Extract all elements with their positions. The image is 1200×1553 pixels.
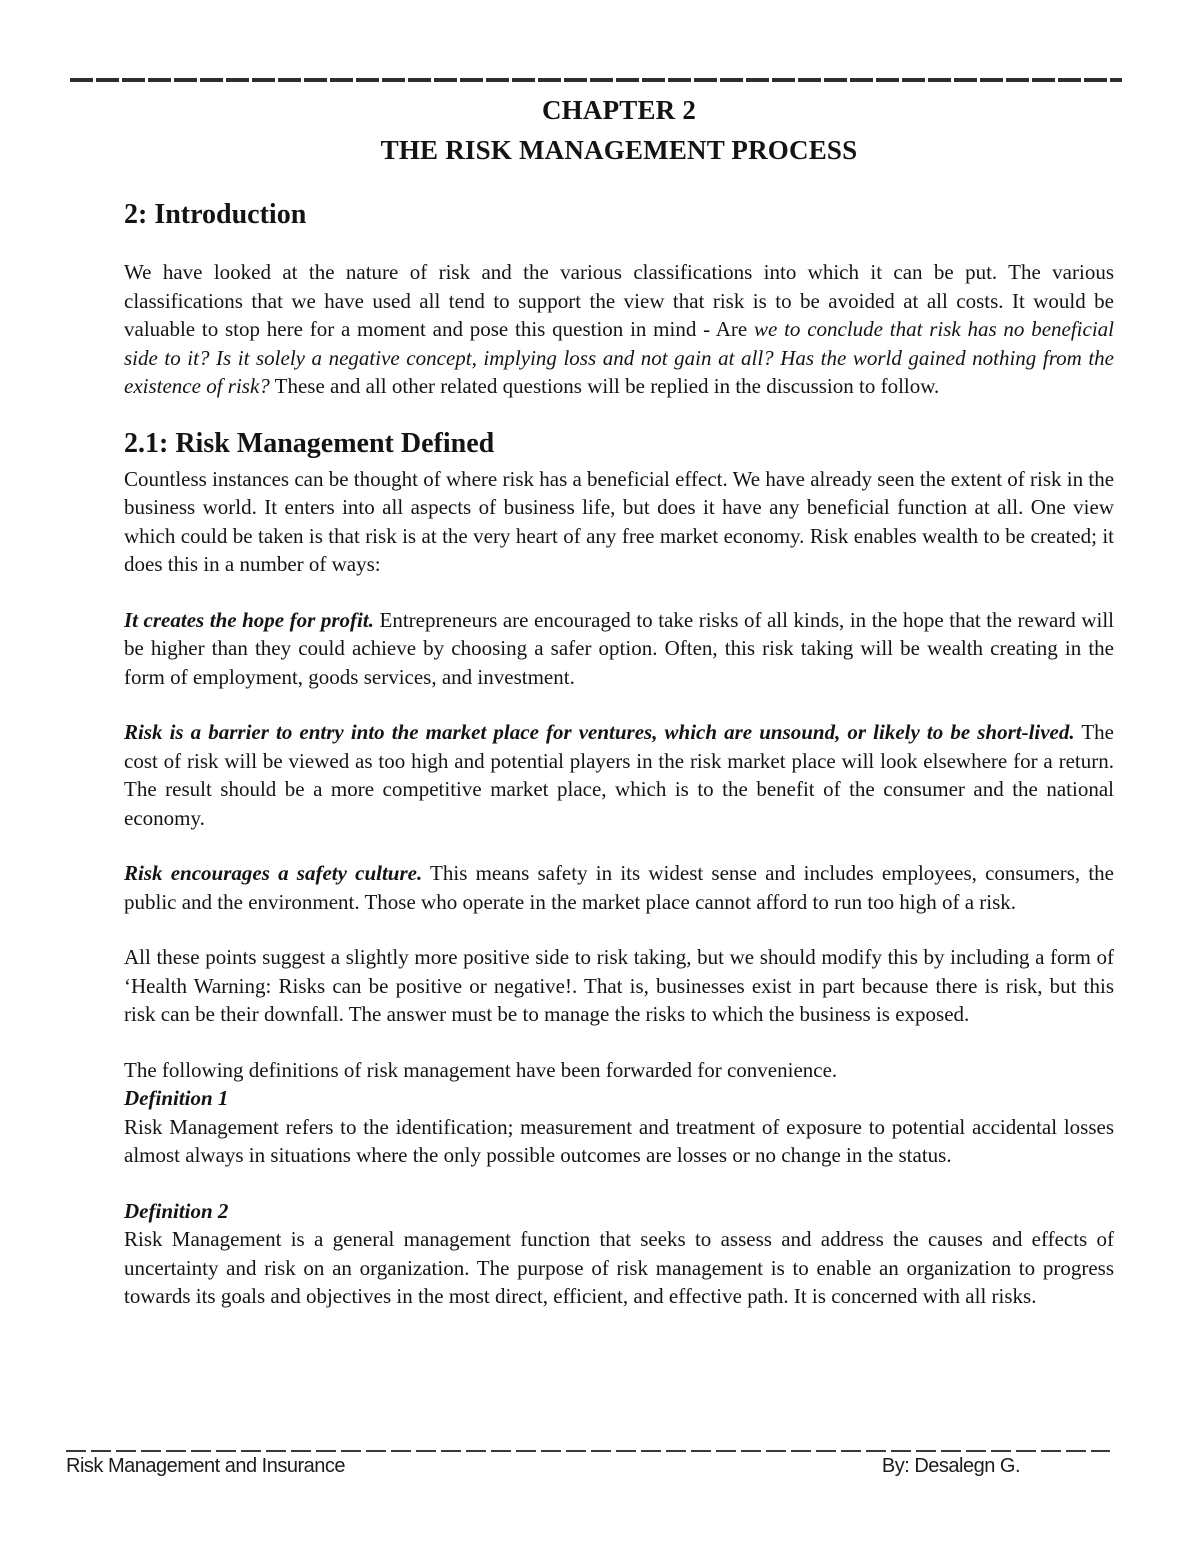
page-content [124,90,1114,1311]
definitions-intro-line: The following definitions of risk management have been forwarded for convenience. [124,1057,838,1082]
definition-1-text: Risk Management refers to the identification; measurement and treatment of exposure to potential accidental losses almost always in situations where the only possible outcomes are losses or no change in the status. [124,1114,1114,1167]
chapter-title [124,90,1114,170]
intro-paragraph-post: These and all other related questions will be replied in the discussion to follow. [269,374,940,398]
point-body-profit: Entrepreneurs are encouraged to take risks of all kinds, in the hope that the reward will be higher than they could achieve by choosing a safer option. Often, this risk taking will be wealth creating in the form of employment, goods services, and investment. [124,607,1115,689]
summary-paragraph: All these points suggest a slightly more positive side to risk taking, but we should modify this by including a form of ‘Health Warning: Risks can be positive or negative!. That is, businesses exist in part because there is risk, but this risk can be their downfall. The answer must be to manage the risks to which the business is exposed. [124,945,1114,1026]
intro-paragraph-pre: We have looked at the nature of risk and the various classifications into which it can be put. The various classifications that we have used all tend to support the view that risk is to be avoided at all costs. It would be valuable to stop here for a moment and pose this question in mind - Are [124,260,1114,341]
chapter-name: THE RISK MANAGEMENT PROCESS [380,135,858,165]
footer-course-title: Risk Management and Insurance [66,1455,345,1477]
point-body-barrier: The cost of risk will be viewed as too high and potential players in the risk market place will look elsewhere for a return. The result should be a more competitive market place, which is to the benefit of the consumer and the national economy. [124,720,1114,830]
top-dashed-rule [70,78,1122,82]
definition-1-label: Definition 1 [124,1086,229,1110]
point-paragraph-profit [124,606,1114,692]
point-paragraph-barrier [124,718,1114,832]
defined-intro-paragraph: Countless instances can be thought of where risk has a beneficial effect. We have already seen the extent of risk in the business world. It enters into all aspects of business life, but does it have any beneficial function at all. One view which could be taken is that risk is at the very heart of any free market economy. Risk enables wealth to be created; it does this in a number of ways: [124,466,1115,576]
intro-paragraph [124,258,1114,401]
chapter-number: CHAPTER 2 [541,95,697,125]
footer-dashed-rule [66,1450,1110,1452]
intro-paragraph-italic: we to conclude that risk has no beneficial side to it? Is it solely a negative concept, implying loss and not gain at all? Has the world gained nothing from the existence of risk? [124,317,1114,398]
point-paragraph-safety [124,859,1114,916]
footer-row [66,1455,1110,1478]
heading-introduction: 2: Introduction [124,199,307,230]
point-lead-barrier: Risk is a barrier to entry into the market place for ventures, which are unsound, or likely to be short-lived. [124,720,1075,744]
definition-2-label: Definition 2 [124,1198,229,1223]
heading-risk-management-defined: 2.1: Risk Management Defined [124,427,495,459]
point-lead-profit: It creates the hope for profit. [124,607,374,632]
definition-2-text: Risk Management is a general management function that seeks to assess and address the causes and effects of uncertainty and risk on an organization. The purpose of risk management is to enable an organization to progress towards its goals and objectives in the most direct, efficient, and effective path. It is concerned with all risks. [124,1227,1114,1308]
point-lead-safety: Risk encourages a safety culture. [124,861,423,885]
footer-author: By: Desalegn G. [881,1455,1020,1477]
page-footer [66,1450,1110,1478]
point-body-safety: This means safety in its widest sense and includes employees, consumers, the public and the environment. Those who operate in the market place cannot afford to run too high of a risk. [124,861,1114,914]
